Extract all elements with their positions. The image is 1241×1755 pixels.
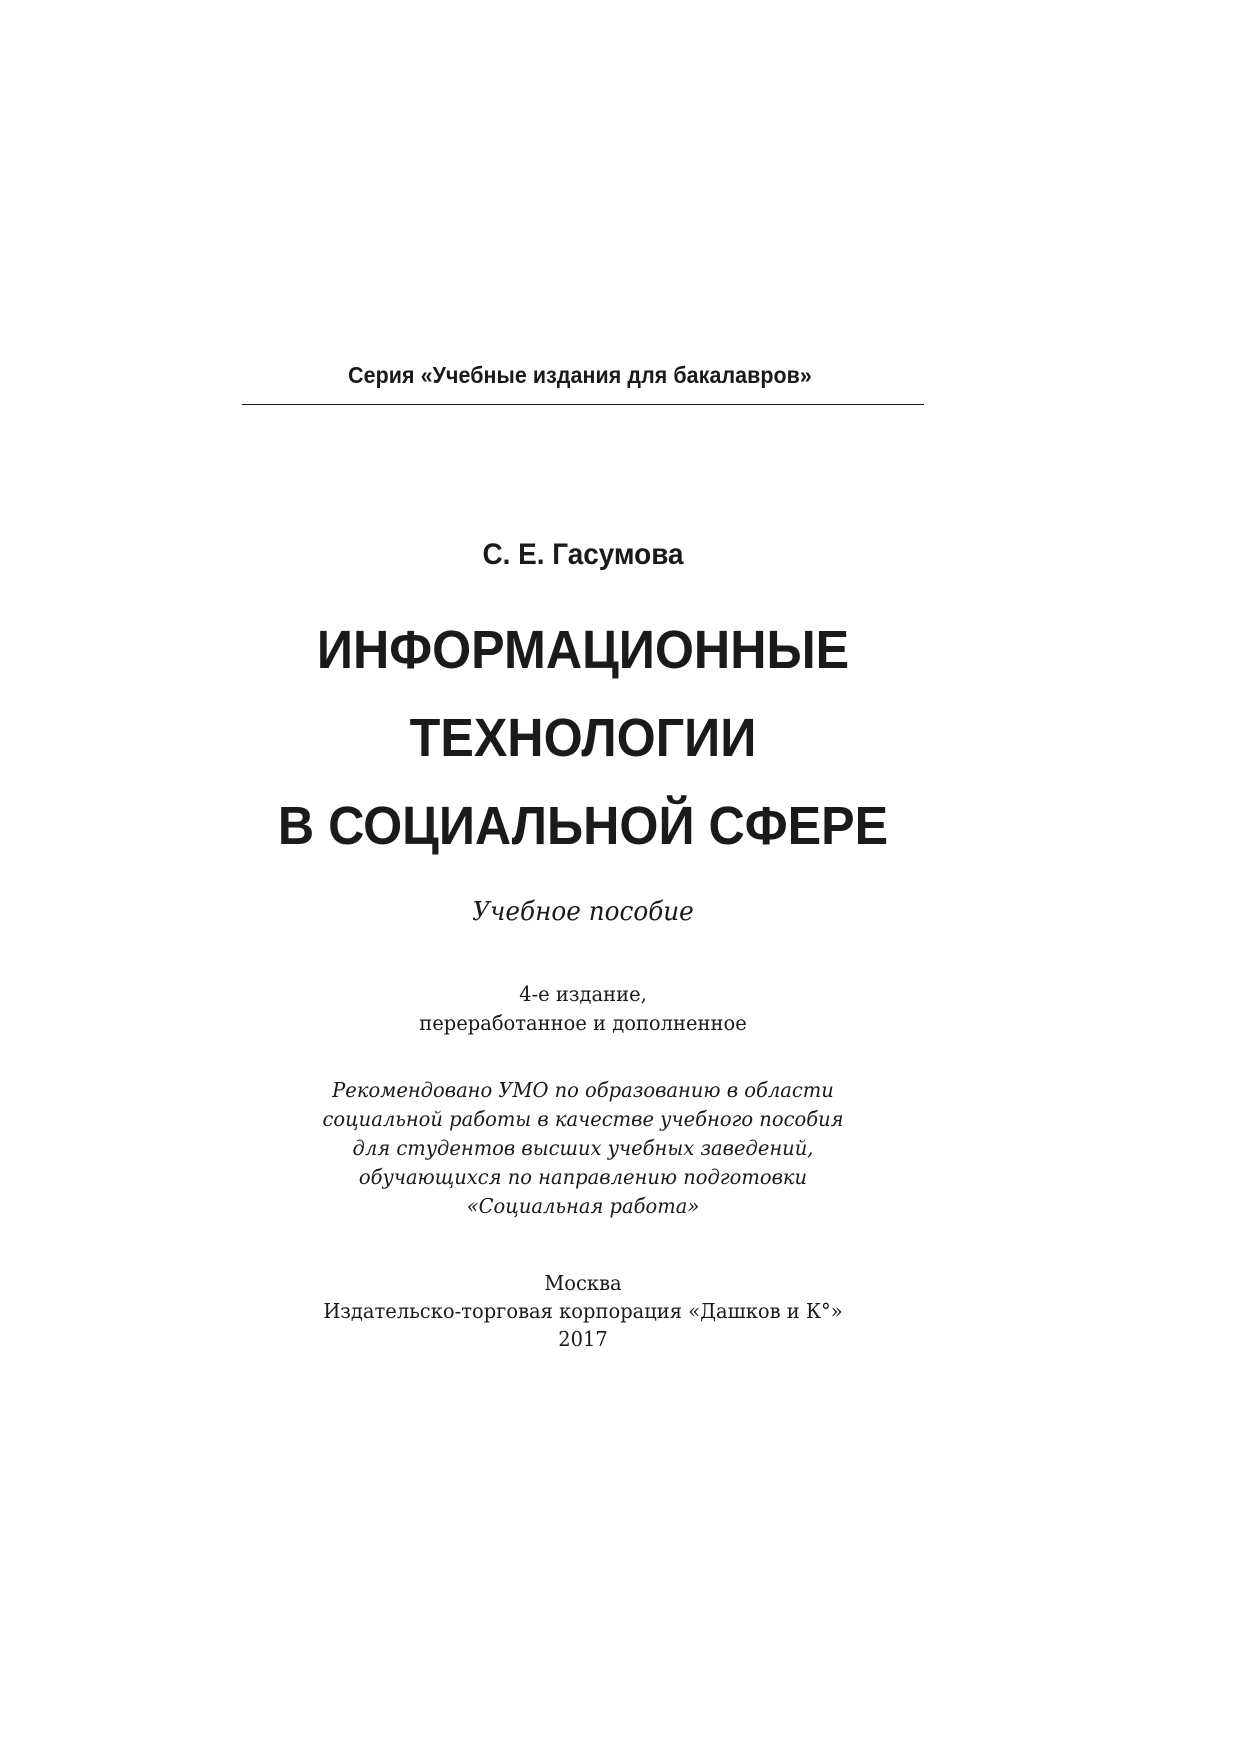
recommendation-line: «Социальная работа»: [466, 1194, 700, 1218]
imprint-city: Москва: [544, 1271, 622, 1295]
imprint-year: 2017: [558, 1327, 608, 1351]
imprint-publisher: Издательско-торговая корпорация «Дашков и К°»: [323, 1299, 843, 1323]
recommendation-line: для студентов высших учебных заведений,: [352, 1136, 814, 1160]
recommendation-stamp: [29, 1076, 1137, 1221]
series-name: Серия «Учебные издания для бакалавров»: [348, 362, 812, 388]
title-line: В СОЦИАЛЬНОЙ СФЕРЕ: [277, 796, 889, 856]
imprint: [29, 1269, 1137, 1353]
book-title: [41, 606, 1125, 870]
recommendation-line: обучающихся по направлению подготовки: [358, 1165, 808, 1189]
recommendation-line: Рекомендовано УМО по образованию в области: [332, 1078, 834, 1102]
series-divider: [242, 404, 924, 405]
author-name: С. Е. Гасумова: [482, 538, 684, 571]
title-line: ТЕХНОЛОГИИ: [409, 708, 757, 768]
title-line: ИНФОРМАЦИОННЫЕ: [316, 620, 850, 680]
edition-note: [29, 980, 1137, 1038]
edition-line: 4-е издание,: [519, 982, 647, 1006]
recommendation-line: социальной работы в качестве учебного пособия: [322, 1107, 844, 1131]
book-subtitle: Учебное пособие: [472, 897, 694, 927]
edition-line: переработанное и дополненное: [419, 1011, 747, 1035]
